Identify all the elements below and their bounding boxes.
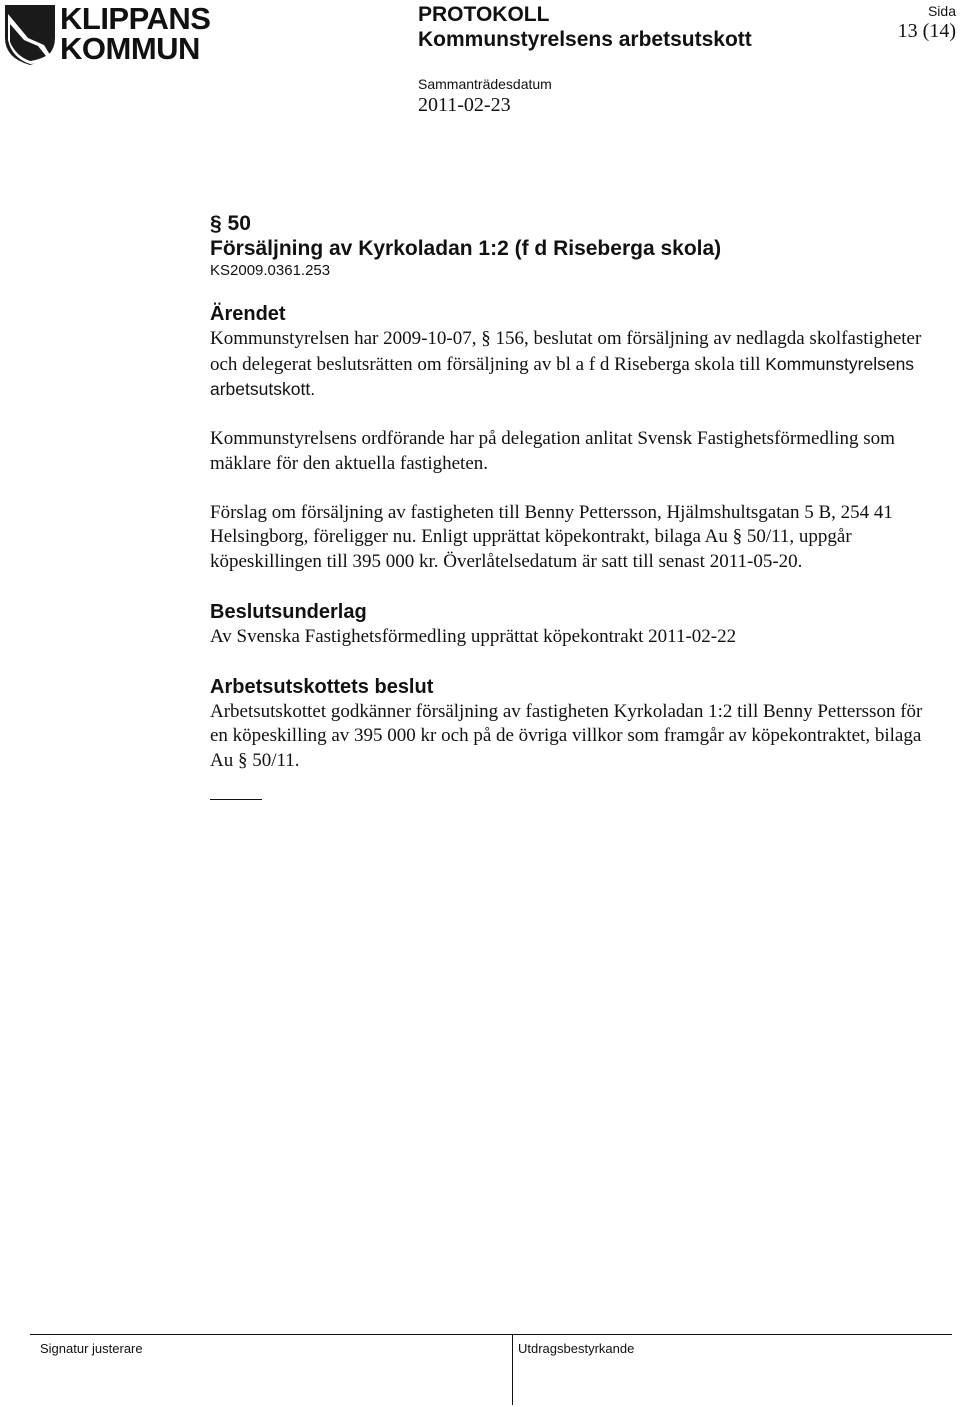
meeting-date: 2011-02-23 (418, 94, 511, 116)
footer (30, 1334, 952, 1407)
protocol-section (210, 212, 940, 800)
arendet-heading: Ärendet (210, 303, 286, 325)
paragraph-number: § 50 (210, 212, 251, 235)
arendet-paragraph-1-text: Kommunstyrelsen har 2009-10-07, § 156, beslutat om försäljning av nedlagda skolfastigheter och delegerat beslutsrätten om försäljning av bl a f d Riseberga skola till (210, 328, 922, 375)
decision-text: Arbetsutskottet godkänner försäljning av fastigheten Kyrkoladan 1:2 till Benny Pettersson för en köpeskilling av 395 000 kr och på de övriga villkor som framgår av köpekontraktet, bilaga Au § 50/11. (210, 700, 923, 771)
beslutsunderlag-heading: Beslutsunderlag (210, 600, 367, 623)
signature-label: Signatur justerare (40, 1341, 143, 1356)
logo-text-line2: KOMMUN (60, 31, 200, 66)
logo-wordmark (60, 1, 218, 66)
municipality-logo (4, 1, 219, 70)
logo-text-line1: KLIPPANS (60, 1, 211, 36)
page-number: 13 (14) (897, 20, 956, 42)
committee-name: Kommunstyrelsens arbetsutskott (418, 28, 752, 51)
meeting-date-label: Sammanträdesdatum (418, 76, 552, 92)
arendet-paragraph-1-committee: Kommunstyrelsens arbetsutskott. (210, 353, 915, 399)
arendet-paragraph-1 (210, 327, 940, 403)
beslutsunderlag-text: Av Svenska Fastighetsförmedling upprättat köpekontrakt 2011-02-22 (210, 625, 737, 647)
document-type: PROTOKOLL (418, 3, 550, 26)
section-end-divider (210, 799, 262, 800)
coat-of-arms-icon (4, 4, 56, 66)
section-title: Försäljning av Kyrkoladan 1:2 (f d Riseberga skola) (210, 237, 722, 260)
decision-heading: Arbetsutskottets beslut (210, 675, 434, 698)
case-number: KS2009.0361.253 (210, 262, 331, 279)
extract-label: Utdragsbestyrkande (518, 1341, 635, 1356)
arendet-paragraph-3: Förslag om försäljning av fastigheten till Benny Pettersson, Hjälmshultsgatan 5 B, 254 41 Helsingborg, föreligger nu. Enligt upprättat köpekontrakt, bilaga Au § 50/11, uppgår köpeskillingen till 395 000 kr. Överlåtelsedatum är satt till senast 2011-05-20. (210, 501, 893, 572)
footer-divider (512, 1335, 513, 1405)
arendet-paragraph-2: Kommunstyrelsens ordförande har på delegation anlitat Svensk Fastighetsförmedling som mäklare för den aktuella fastigheten. (210, 428, 895, 474)
page-label: Sida (927, 3, 956, 19)
